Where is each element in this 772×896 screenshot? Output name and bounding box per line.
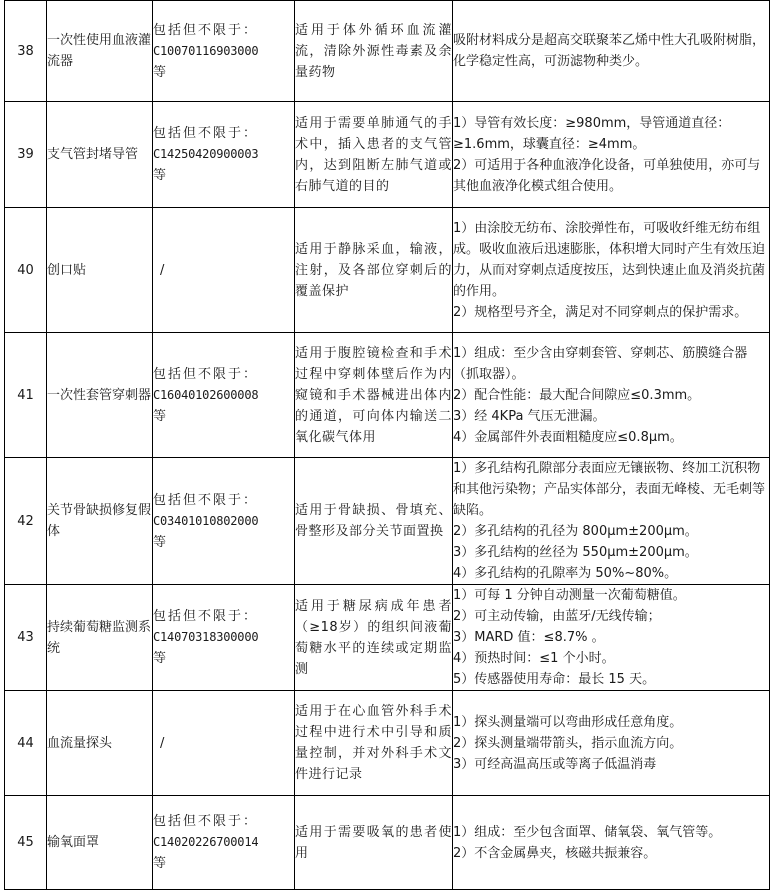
product-code: [153, 1, 295, 102]
product-name: 持续葡萄糖监测系统: [47, 585, 153, 691]
code-lead: 包括但不限于：: [153, 814, 259, 829]
table-row: [5, 796, 770, 890]
product-name: 关节骨缺损修复假体: [47, 458, 153, 585]
spec-requirements: [453, 102, 770, 208]
row-number: 43: [5, 585, 47, 691]
code-lead: 包括但不限于：: [153, 492, 259, 508]
code-tail: 等: [153, 534, 169, 550]
spec-line: 3）多孔结构的丝径为 550μm±200μm。: [453, 545, 698, 560]
spec-requirements: [453, 585, 770, 691]
code-value: C10070116903000: [153, 43, 259, 58]
code-tail: 等: [153, 856, 169, 871]
row-number: 39: [5, 102, 47, 208]
row-number: 38: [5, 1, 47, 102]
product-code: [153, 796, 295, 890]
table-row: [5, 333, 770, 458]
spec-requirements: [453, 691, 770, 796]
spec-line: 2）规格型号齐全，满足对不同穿刺点的保护需求。: [453, 304, 748, 320]
row-number: 45: [5, 796, 47, 890]
row-number: 41: [5, 333, 47, 458]
product-name: 支气管封堵导管: [47, 102, 153, 208]
code-value: C14070318300000: [153, 630, 259, 644]
product-code: [153, 585, 295, 691]
spec-line: 1）组成：至少包含面罩、储氧袋、氧气管等。: [453, 824, 722, 840]
usage-scope: 适用于腹腔镜检查和手术过程中穿刺体壁后作为内窥镜和手术器械进出体内的通道，可向体内输送二氧化碳气体用: [295, 333, 453, 458]
row-number: 44: [5, 691, 47, 796]
spec-requirements: [453, 458, 770, 585]
spec-line: 3）可经高温高压或等离子低温消毒: [453, 756, 657, 772]
product-name: 输氧面罩: [47, 796, 153, 890]
table-row: [5, 208, 770, 333]
code-lead: 包括但不限于：: [153, 609, 259, 624]
row-number: 42: [5, 458, 47, 585]
code-tail: 等: [153, 408, 169, 424]
spec-line: 1）由涂胶无纺布、涂胶弹性布，可吸收纤维无纺布组成。吸收血液后迅速膨胀，体积增大同时产生有效压迫力，从而对穿刺点适度按压，达到快速止血及消炎抗菌的作用。: [453, 220, 766, 299]
spec-line: 2）不含金属鼻夹，核磁共振兼容。: [453, 845, 657, 861]
code-lead: 包括但不限于：: [153, 126, 259, 141]
usage-scope: 适用于静脉采血，输液，注射，及各部位穿刺后的覆盖保护: [295, 208, 453, 333]
product-name: 创口贴: [47, 208, 153, 333]
spec-line: 4）金属部件外表面粗糙度应≤0.8μm。: [453, 429, 683, 445]
usage-scope: 适用于需要吸氧的患者使用: [295, 796, 453, 890]
spec-requirements: [453, 796, 770, 890]
code-value: C14020226700014: [153, 835, 259, 849]
code-lead: 包括但不限于：: [153, 22, 259, 38]
spec-line: 1）探头测量端可以弯曲形成任意角度。: [453, 714, 683, 730]
row-number: 40: [5, 208, 47, 333]
spec-line: 4）预热时间：≤1 个小时。: [453, 651, 615, 666]
spec-requirements: [453, 333, 770, 458]
usage-scope: 适用于体外循环血流灌流，清除外源性毒素及余量药物: [295, 1, 453, 102]
table-row: [5, 1, 770, 102]
code-value: C16040102600008: [153, 387, 259, 402]
spec-line: 1）组成：至少含由穿刺套管、穿刺芯、筋膜缝合器（抓取器）。: [453, 345, 748, 382]
table-row: [5, 458, 770, 585]
product-name: 一次性使用血液灌流器: [47, 1, 153, 102]
usage-scope: 适用于在心血管外科手术过程中进行术中引导和质量控制，并对外科手术文件进行记录: [295, 691, 453, 796]
spec-line: 4）多孔结构的孔隙率为 50%~80%。: [453, 566, 678, 581]
spec-line: 2）探头测量端带箭头，指示血流方向。: [453, 735, 683, 751]
spec-requirements: [453, 1, 770, 102]
table-row: [5, 102, 770, 208]
code-lead: 包括但不限于：: [153, 366, 259, 382]
spec-line: 2）可适用于各种血液净化设备，可单独使用，亦可与其他血液净化模式组合使用。: [453, 157, 761, 194]
product-code: [153, 458, 295, 585]
table-row: [5, 585, 770, 691]
product-name: 血流量探头: [47, 691, 153, 796]
code-tail: 等: [153, 64, 169, 80]
product-table: [4, 0, 770, 890]
product-code: /: [153, 208, 295, 333]
spec-line: 5）传感器使用寿命：最长 15 天。: [453, 672, 656, 687]
table-row: [5, 691, 770, 796]
spec-line: 2）可主动传输，由蓝牙/无线传输；: [453, 609, 661, 624]
spec-line: 吸附材料成分是超高交联聚苯乙烯中性大孔吸附树脂，化学稳定性高，可沥滤物种类少。: [453, 33, 766, 69]
spec-requirements: [453, 208, 770, 333]
usage-scope: 适用于需要单肺通气的手术中，插入患者的支气管内，达到阻断左肺气道或右肺气道的目的: [295, 102, 453, 208]
spec-line: 2）配合性能：最大配合间隙应≤0.3mm。: [453, 387, 701, 403]
spec-line: 3）MARD 值：≤8.7% 。: [453, 630, 605, 645]
product-code: [153, 333, 295, 458]
spec-line: 1）可每 1 分钟自动测量一次葡萄糖值。: [453, 588, 686, 603]
usage-scope: 适用于骨缺损、骨填充、骨整形及部分关节面置换: [295, 458, 453, 585]
usage-scope: 适用于糖尿病成年患者（≥18岁）的组织间液葡萄糖水平的连续或定期监测: [295, 585, 453, 691]
spec-line: 1）导管有效长度：≥980mm，导管通道直径：≥1.6mm，球囊直径：≥4mm。: [453, 115, 731, 152]
spec-line: 1）多孔结构孔隙部分表面应无镶嵌物、终加工沉积物和其他污染物；产品实体部分，表面无峰棱、无毛刺等缺陷。: [453, 461, 766, 518]
code-tail: 等: [153, 651, 169, 666]
spec-line: 3）经 4KPa 气压无泄漏。: [453, 408, 606, 424]
code-value: C03401010802000: [153, 513, 259, 528]
product-code: /: [153, 691, 295, 796]
spec-line: 2）多孔结构的孔径为 800μm±200μm。: [453, 524, 698, 539]
product-name: 一次性套管穿刺器: [47, 333, 153, 458]
code-tail: 等: [153, 168, 169, 183]
code-value: C14250420900003: [153, 147, 259, 161]
product-code: [153, 102, 295, 208]
